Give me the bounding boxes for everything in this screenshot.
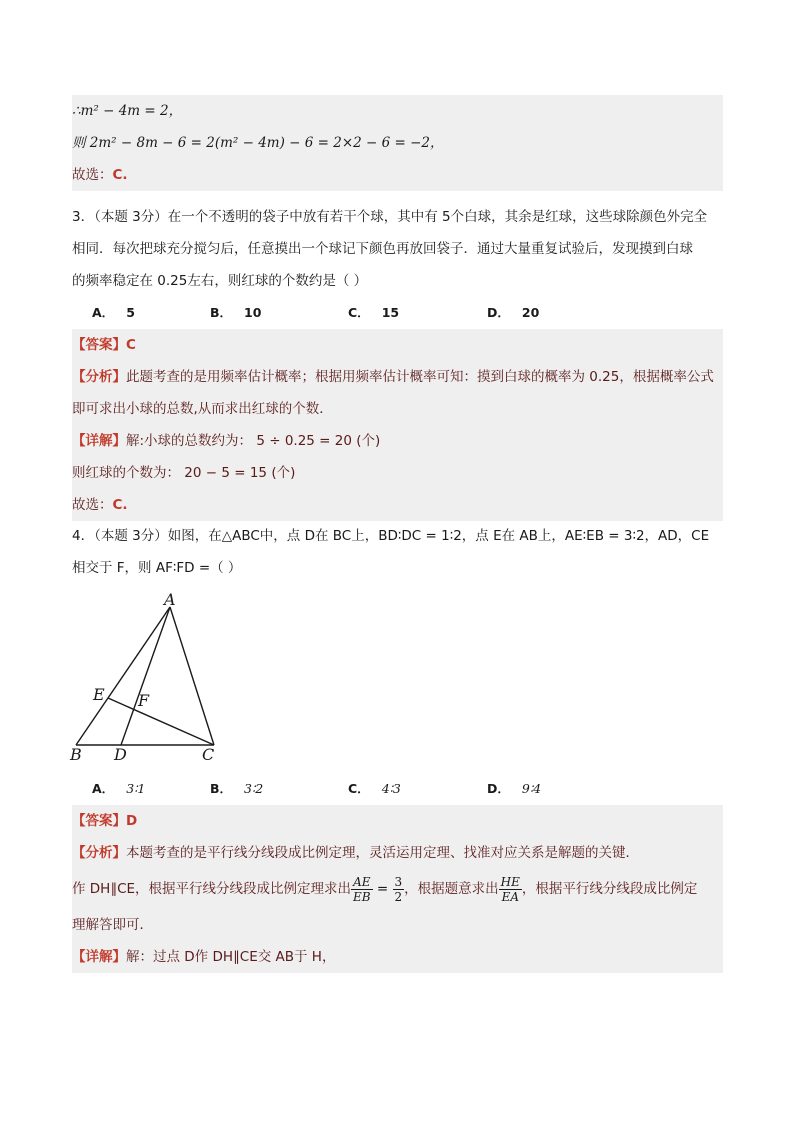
q3-options: [72, 297, 723, 329]
label-a: A: [164, 590, 176, 609]
q3-option-a: A． 5: [92, 305, 135, 320]
segment-ac: [170, 607, 214, 745]
choice-answer: C.: [112, 167, 128, 183]
q4-stem-line-1: [72, 520, 723, 552]
label-d: D: [114, 745, 127, 764]
triangle-figure: [66, 590, 226, 765]
fraction-3-2: $\frac{3}{2}$: [394, 874, 403, 904]
q3-stem-text: 的频率稳定在 0.25左右，则红球的个数约是（ ）: [72, 273, 368, 289]
analysis-tag: 【分析】: [72, 369, 126, 385]
q3-detail-line-2: [72, 457, 723, 489]
detail-tag: 【详解】: [72, 433, 126, 449]
q4-stem-text: 相交于 F，则 AF∶FD =（ ）: [72, 560, 242, 576]
q4-option-c: C． 4∶3: [348, 781, 401, 796]
label-f: F: [138, 691, 150, 710]
analysis-text: 即可求出小球的总数,从而求出红球的个数．: [72, 401, 333, 417]
answer-value: D: [126, 813, 138, 829]
label-c: C: [202, 745, 215, 764]
q3-answer-line: [72, 329, 723, 361]
equals-sign: =: [372, 881, 393, 897]
q3-stem-line-2: [72, 233, 723, 265]
q3-analysis-line-2: [72, 393, 723, 425]
q4-analysis-line-1: [72, 837, 723, 869]
answer-tag: 【答案】: [72, 337, 126, 353]
detail-text: 解：过点 D作 DH∥CE交 AB于 H，: [126, 949, 336, 965]
q3-stem-line-3: [72, 265, 723, 297]
q4-answer-line: [72, 805, 723, 837]
label-e: E: [93, 685, 105, 704]
q4-stem-text: 4．（本题 3分）如图，在△ABC中，点 D在 BC上，BD∶DC = 1∶2，点 E在 AB上，AE∶EB = 3∶2，AD，CE: [72, 528, 710, 544]
q3-stem-text: 相同．每次把球充分搅匀后，任意摸出一个球记下颜色再放回袋子．通过大量重复试验后，发现摸到白球: [72, 241, 693, 257]
q4-options: [72, 773, 723, 805]
math-text: 则 2m² − 8m − 6 = 2(m² − 4m) − 6 = 2×2 − 6 = −2，: [72, 135, 444, 151]
analysis-text: 作 DH∥CE，根据平行线分线段成比例定理求出: [72, 881, 352, 897]
math-text: ∴m² − 4m = 2，: [72, 103, 183, 119]
solution-line-1: [72, 95, 723, 127]
q4-analysis-line-3: [72, 909, 723, 941]
solution-line-3: [72, 159, 723, 191]
analysis-text: 本题考查的是平行线分线段成比例定理，灵活运用定理、找准对应关系是解题的关键．: [126, 845, 639, 861]
q3-stem-text: 3．（本题 3分）在一个不透明的袋子中放有若干个球，其中有 5个白球，其余是红球，这些球除颜色外完全: [72, 209, 708, 225]
segment-ab: [76, 607, 170, 745]
detail-text: 则红球的个数为： 20 − 5 = 15 (个): [72, 465, 296, 481]
analysis-text: ，根据题意求出: [404, 881, 499, 897]
q4-option-a: A． 3∶1: [92, 781, 146, 796]
q3-option-d: D． 20: [487, 305, 540, 320]
detail-tag: 【详解】: [72, 949, 126, 965]
label-b: B: [70, 745, 82, 764]
q4-stem-line-2: [72, 552, 723, 584]
analysis-text: ，根据平行线分线段成比例定: [521, 881, 698, 897]
q3-option-c: C． 15: [348, 305, 400, 320]
segment-ad: [121, 607, 170, 745]
analysis-tag: 【分析】: [72, 845, 126, 861]
fraction-ae-eb: $\frac{AE}{EB}$: [353, 874, 371, 904]
choice-answer: C.: [112, 497, 128, 513]
q4-analysis-line-2: [72, 869, 723, 909]
fraction-he-ea: $\frac{HE}{EA}$: [500, 874, 520, 904]
analysis-text: 此题考查的是用频率估计概率；根据用频率估计概率可知：摸到白球的概率为 0.25，根据概率公式: [126, 369, 714, 385]
answer-tag: 【答案】: [72, 813, 126, 829]
choice-prefix: 故选：: [72, 167, 113, 183]
analysis-text: 理解答即可．: [72, 917, 153, 933]
q4-option-d: D． 9∶4: [487, 781, 542, 796]
q4-detail-line-1: [72, 941, 723, 973]
q3-stem-line-1: [72, 201, 723, 233]
answer-value: C: [126, 337, 136, 353]
q3-detail-line-3: [72, 489, 723, 521]
q3-detail-line-1: [72, 425, 723, 457]
q3-analysis-line-1: [72, 361, 723, 393]
choice-prefix: 故选：: [72, 497, 113, 513]
solution-line-2: [72, 127, 723, 159]
detail-text: 解:小球的总数约为： 5 ÷ 0.25 = 20 (个): [126, 433, 381, 449]
q3-option-b: B． 10: [210, 305, 262, 320]
q4-option-b: B． 3∶2: [210, 781, 264, 796]
